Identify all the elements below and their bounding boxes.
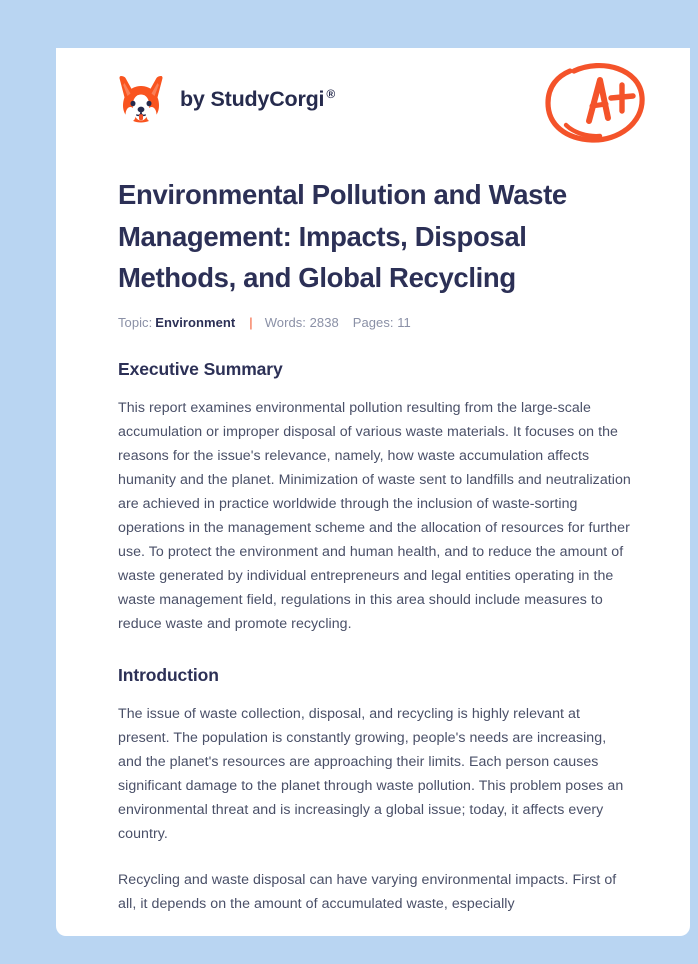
brand-prefix: by [180,86,211,111]
meta-pages-label: Pages: [352,314,394,330]
document-body [118,174,633,916]
section-introduction [118,665,633,916]
meta-pages-value: 11 [397,314,411,330]
meta-topic-label: Topic: [118,314,153,330]
registered-mark-icon: ® [326,86,335,101]
a-plus-grade-circle-icon [544,55,648,151]
document-page-sheet [56,48,690,936]
section-heading: Executive Summary [118,358,283,379]
document-meta [118,315,633,330]
section-heading: Introduction [118,664,219,685]
meta-separator: | [249,314,253,330]
brand-wordmark [180,88,335,111]
meta-topic-value[interactable]: Environment [155,314,236,330]
section-paragraph: Recycling and waste disposal can have varying environmental impacts. First of all, it depends on the amount of accumulated waste, especially [118,871,617,912]
meta-words-value: 2838 [309,314,339,330]
document-header [56,48,690,158]
section-paragraph: The issue of waste collection, disposal, and recycling is highly relevant at present. The population is constantly growing, people's needs are increasing, and the planet's resources are approaching their limits. Each person causes significant damage to the planet through waste pollution. This problem poses an environmental threat and is increasingly a global issue; today, it affects every country. [118,705,624,842]
meta-words-label: Words: [264,314,306,330]
studycorgi-brand[interactable] [118,71,335,127]
meta-words [265,315,339,330]
page-title: Environmental Pollution and Waste Management: Impacts, Disposal Methods, and Global Recycling [118,179,567,293]
brand-name: StudyCorgi [210,86,325,111]
section-executive-summary [118,359,633,636]
meta-pages [353,315,411,330]
section-paragraph: This report examines environmental pollution resulting from the large-scale accumulation or improper disposal of various waste materials. It focuses on the reasons for the issue's relevance, namely, how waste accumulation affects humanity and the planet. Minimization of waste sent to landfills and neutralization are achieved in practice worldwide through the inclusion of waste-sorting operations in the management scheme and the allocation of resources for further use. To protect the environment and human health, and to reduce the amount of waste generated by individual entrepreneurs and legal entities operating in the waste management field, regulations in this area should include measures to reduce waste and promote recycling. [118,399,631,632]
corgi-face-icon [118,74,164,124]
a-plus-grade-badge [544,55,648,151]
